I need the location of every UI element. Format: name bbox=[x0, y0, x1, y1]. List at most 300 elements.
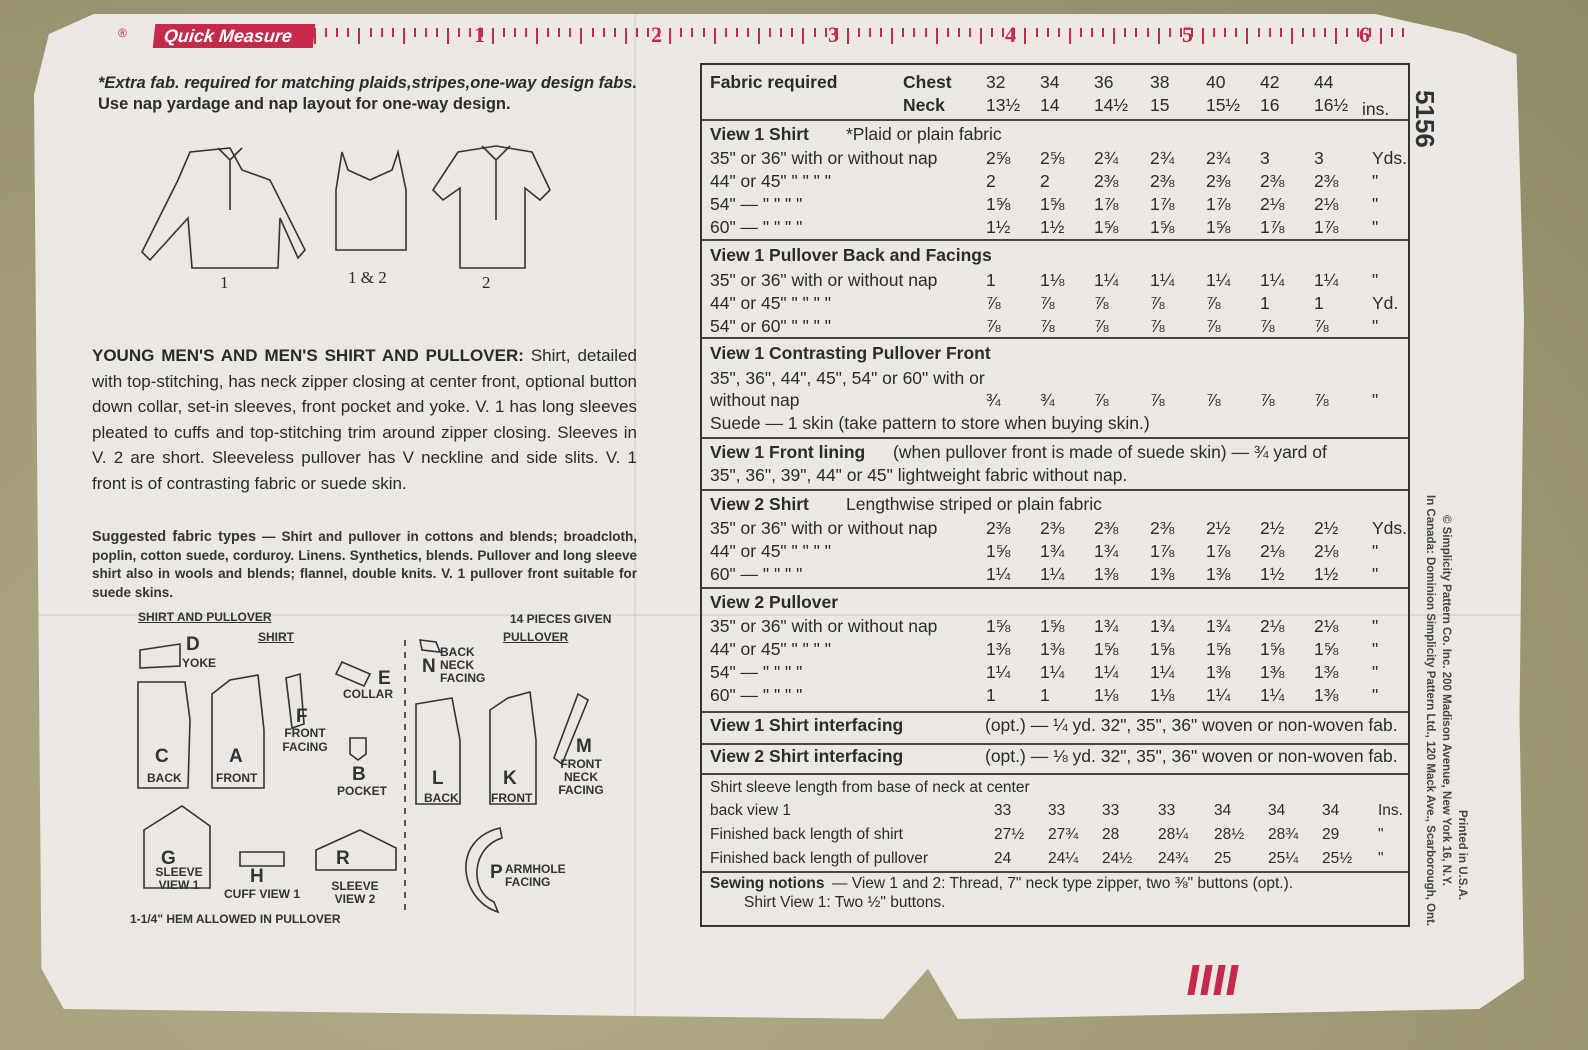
ruler-tick bbox=[580, 28, 582, 44]
piece-name: FRONT bbox=[491, 791, 533, 805]
yardage-value: 1¼ bbox=[986, 662, 1011, 682]
yardage-value: 1⅝ bbox=[1150, 639, 1175, 659]
length-value: 28¾ bbox=[1268, 826, 1299, 843]
row-unit: " bbox=[1372, 541, 1379, 561]
ruler-tick bbox=[492, 28, 494, 44]
ruler-tick bbox=[1269, 28, 1271, 37]
yardage-value: 1⅝ bbox=[1040, 616, 1065, 636]
yardage-value: ⅞ bbox=[1040, 316, 1055, 336]
row-unit: " bbox=[1372, 316, 1379, 336]
view-label: 1 & 2 bbox=[348, 268, 387, 287]
ruler-number: 4 bbox=[1005, 22, 1016, 47]
piece-name: BACK bbox=[424, 791, 459, 805]
row-unit: " bbox=[1372, 616, 1379, 636]
yardage-value: 1 bbox=[1260, 293, 1270, 313]
length-value: 24½ bbox=[1102, 850, 1133, 867]
ruler-label: Quick Measure bbox=[153, 24, 316, 48]
yardage-value: 1 bbox=[1040, 685, 1050, 705]
piece-letter: D bbox=[186, 634, 200, 655]
pullover-sketch bbox=[336, 152, 406, 250]
piece-letter: B bbox=[352, 764, 366, 785]
pieces-heading-shirt: SHIRT bbox=[258, 630, 294, 644]
ruler-tick bbox=[947, 28, 949, 37]
front-lining-line1: (when pullover front is made of suede skin) — ¾ yard of bbox=[893, 442, 1327, 462]
ruler-tick bbox=[625, 28, 627, 44]
note-line-1: *Extra fab. required for matching plaids,stripes,one-way design fabs. bbox=[98, 74, 638, 92]
ruler-tick bbox=[1402, 28, 1404, 37]
length-value: 28 bbox=[1102, 826, 1120, 843]
yardage-value: 1⅞ bbox=[1206, 541, 1231, 561]
ruler-tick bbox=[747, 28, 749, 37]
yardage-value: 2⅜ bbox=[1206, 171, 1231, 191]
ruler-tick bbox=[536, 28, 538, 44]
suede-note: Suede — 1 skin (take pattern to store when buying skin.) bbox=[710, 413, 1150, 433]
hem-note: 1-1/4" HEM ALLOWED IN PULLOVER bbox=[130, 912, 341, 926]
piece-name: FRONT NECK FACING bbox=[558, 757, 604, 797]
ruler-tick bbox=[614, 28, 616, 37]
yardage-value: 1¼ bbox=[1206, 270, 1231, 290]
pattern-description bbox=[92, 343, 637, 496]
yardage-value: 2⅜ bbox=[1260, 171, 1285, 191]
neck-size: 13½ bbox=[986, 95, 1021, 115]
yardage-value: 1½ bbox=[986, 217, 1011, 237]
piece-name: BACK NECK FACING bbox=[440, 645, 486, 685]
ruler-tick bbox=[1346, 28, 1348, 37]
length-value: 25½ bbox=[1322, 850, 1353, 867]
piece-letter: F bbox=[296, 706, 308, 727]
yardage-value: 1¼ bbox=[1150, 270, 1175, 290]
yardage-value: ⅞ bbox=[1260, 390, 1275, 410]
ruler-tick bbox=[691, 28, 693, 37]
length-label: Finished back length of shirt bbox=[710, 826, 903, 843]
yardage-value: 2¾ bbox=[1206, 148, 1231, 168]
yardage-value: 1⅞ bbox=[1314, 217, 1339, 237]
ruler-tick bbox=[1135, 28, 1137, 37]
row-label: 54" — " " " " bbox=[710, 662, 803, 682]
ruler-tick bbox=[425, 28, 427, 37]
yardage-value: 1 bbox=[1314, 293, 1324, 313]
ruler-tick bbox=[769, 28, 771, 37]
ruler-tick bbox=[869, 28, 871, 37]
copyright-line1: © Simplicity Pattern Co. Inc. 200 Madison Avenue, New York 16, N.Y. bbox=[1440, 515, 1452, 886]
length-unit: " bbox=[1378, 850, 1384, 867]
ruler-tick bbox=[858, 28, 860, 37]
front-lining-line2: 35", 36", 39", 44" or 45" lightweight fabric without nap. bbox=[710, 465, 1128, 485]
yardage-value: ⅞ bbox=[1094, 390, 1109, 410]
yardage-value: 1⅝ bbox=[1260, 639, 1285, 659]
description-title: YOUNG MEN'S AND MEN'S SHIRT AND PULLOVER: bbox=[92, 346, 524, 365]
neck-unit: ins. bbox=[1362, 99, 1390, 119]
row-unit: " bbox=[1372, 217, 1379, 237]
length-value: 24 bbox=[994, 850, 1012, 867]
yardage-value: 1¼ bbox=[1040, 662, 1065, 682]
section-title: View 1 Pullover Back and Facings bbox=[710, 245, 992, 265]
yardage-value: 1 bbox=[986, 685, 996, 705]
yardage-value: 2 bbox=[986, 171, 996, 191]
yoke-piece bbox=[140, 644, 180, 668]
yardage-value: 2⅛ bbox=[1260, 541, 1285, 561]
yardage-value: 1¼ bbox=[986, 564, 1011, 584]
length-value: 24¼ bbox=[1048, 850, 1079, 867]
length-value: 33 bbox=[1048, 802, 1066, 819]
row-label: 60" — " " " " bbox=[710, 217, 803, 237]
piece-letter: A bbox=[229, 746, 243, 767]
yardage-value: ⅞ bbox=[1314, 390, 1329, 410]
yardage-value: 1¼ bbox=[1040, 564, 1065, 584]
yardage-value: ⅞ bbox=[1206, 316, 1221, 336]
row-unit: " bbox=[1372, 270, 1379, 290]
row-label: 35" or 36" with or without nap bbox=[710, 616, 938, 636]
section-title: View 1 Contrasting Pullover Front bbox=[710, 343, 991, 363]
length-value: 27½ bbox=[994, 826, 1025, 843]
chest-size: 32 bbox=[986, 72, 1006, 92]
yardage-value: ⅞ bbox=[1206, 390, 1221, 410]
ruler-tick bbox=[603, 28, 605, 37]
ruler-tick bbox=[314, 28, 316, 44]
ruler-tick bbox=[1024, 28, 1026, 44]
piece-name: FRONT FACING bbox=[282, 726, 328, 754]
yardage-value: ¾ bbox=[986, 390, 1001, 410]
ruler-tick bbox=[802, 28, 804, 44]
neck-size: 16 bbox=[1260, 95, 1280, 115]
ruler-tick bbox=[1324, 28, 1326, 37]
ruler-tick bbox=[1002, 28, 1004, 37]
piece-letter: C bbox=[155, 746, 169, 767]
length-value: 34 bbox=[1322, 802, 1340, 819]
registered-mark: ® bbox=[118, 26, 127, 40]
yardage-value: 2 bbox=[1040, 171, 1050, 191]
yardage-value: 2½ bbox=[1260, 518, 1285, 538]
contrasting-front-line1: 35", 36", 44", 45", 54" or 60" with or bbox=[710, 368, 985, 388]
length-label: Finished back length of pullover bbox=[710, 850, 928, 867]
ruler-tick bbox=[1335, 28, 1337, 44]
ruler-tick bbox=[381, 28, 383, 37]
ruler-tick bbox=[814, 28, 816, 37]
fabric-types-title: Suggested fabric types bbox=[92, 529, 257, 545]
length-value: 33 bbox=[1158, 802, 1176, 819]
yardage-value: 1⅜ bbox=[1314, 662, 1339, 682]
row-label: 35" or 36" with or without nap bbox=[710, 518, 938, 538]
row-unit: Yds. bbox=[1372, 518, 1408, 538]
row-label: 44" or 45" " " " " bbox=[710, 541, 831, 561]
neck-size: 16½ bbox=[1314, 95, 1349, 115]
yardage-value: 2⅛ bbox=[1314, 616, 1339, 636]
yardage-value: 2⅛ bbox=[1314, 194, 1339, 214]
chest-size: 36 bbox=[1094, 72, 1114, 92]
yardage-value: ⅞ bbox=[1150, 293, 1165, 313]
row-unit: " bbox=[1372, 171, 1379, 191]
ruler-tick bbox=[647, 28, 649, 37]
row-unit: " bbox=[1372, 194, 1379, 214]
section-title: View 1 Shirt bbox=[710, 124, 809, 144]
yardage-value: 1 bbox=[986, 270, 996, 290]
ruler-tick bbox=[669, 28, 671, 44]
ruler-number: 2 bbox=[651, 22, 662, 47]
yardage-value: 1⅜ bbox=[1094, 564, 1119, 584]
interfacing-title-v1: View 1 Shirt interfacing bbox=[710, 715, 904, 735]
ruler-tick bbox=[1102, 28, 1104, 37]
view-label: 2 bbox=[482, 273, 491, 292]
ruler-tick bbox=[880, 28, 882, 37]
yardage-value: ⅞ bbox=[1150, 390, 1165, 410]
yardage-value: ⅞ bbox=[1094, 316, 1109, 336]
yardage-value: 2⅜ bbox=[1094, 518, 1119, 538]
ruler-tick bbox=[991, 28, 993, 37]
yardage-value: 2¾ bbox=[1150, 148, 1175, 168]
front-lining-title: View 1 Front lining bbox=[710, 442, 866, 462]
yardage-value: 1¼ bbox=[1094, 270, 1119, 290]
yardage-value: 1⅝ bbox=[1150, 217, 1175, 237]
piece-name: FRONT bbox=[216, 771, 258, 785]
piece-letter: R bbox=[336, 848, 350, 869]
ruler-tick bbox=[370, 28, 372, 37]
pattern-number: 5156 bbox=[1410, 90, 1440, 148]
yardage-value: 1⅝ bbox=[1206, 639, 1231, 659]
yardage-value: 2⅛ bbox=[1314, 541, 1339, 561]
length-unit: Ins. bbox=[1378, 802, 1403, 819]
pocket-piece bbox=[350, 738, 366, 760]
ruler-tick bbox=[592, 28, 594, 37]
piece-name: ARMHOLE FACING bbox=[505, 862, 566, 889]
fabric-types bbox=[92, 528, 637, 602]
piece-letter: N bbox=[422, 656, 436, 677]
yardage-value: 1¾ bbox=[1150, 616, 1175, 636]
yardage-value: 3 bbox=[1260, 148, 1270, 168]
piece-name: BACK bbox=[147, 771, 182, 785]
yardage-value: 1⅝ bbox=[986, 541, 1011, 561]
ruler-tick bbox=[958, 28, 960, 37]
ruler-tick bbox=[1058, 28, 1060, 37]
yardage-value: 1⅜ bbox=[1150, 564, 1175, 584]
yardage-value: 2⅜ bbox=[1094, 171, 1119, 191]
yardage-value: 1⅜ bbox=[1314, 685, 1339, 705]
yardage-value: 2½ bbox=[1314, 518, 1339, 538]
yardage-value: ⅞ bbox=[986, 293, 1001, 313]
row-unit: " bbox=[1372, 662, 1379, 682]
shirt-long-sleeve-sketch bbox=[142, 148, 305, 268]
yardage-value: 1⅜ bbox=[1206, 662, 1231, 682]
ruler-number: 3 bbox=[828, 22, 839, 47]
yardage-value: 1⅞ bbox=[1094, 194, 1119, 214]
ruler-tick bbox=[1291, 28, 1293, 44]
pieces-heading-given: 14 PIECES GIVEN bbox=[510, 612, 612, 626]
piece-letter: M bbox=[576, 736, 592, 757]
yardage-value: 1⅝ bbox=[1094, 639, 1119, 659]
section-subtitle: *Plaid or plain fabric bbox=[846, 124, 1002, 144]
ruler-tick bbox=[1224, 28, 1226, 37]
row-unit: " bbox=[1372, 685, 1379, 705]
ruler-tick bbox=[1202, 28, 1204, 44]
ruler-tick bbox=[525, 28, 527, 37]
ruler-tick bbox=[913, 28, 915, 37]
interfacing-title-v2: View 2 Shirt interfacing bbox=[710, 746, 904, 766]
length-unit: " bbox=[1378, 826, 1384, 843]
length-value: 27¾ bbox=[1048, 826, 1079, 843]
piece-name: SLEEVE VIEW 2 bbox=[331, 879, 379, 906]
piece-name: SLEEVE VIEW 1 bbox=[155, 865, 203, 892]
ruler-tick bbox=[1147, 28, 1149, 37]
shirt-short-sleeve-sketch bbox=[433, 146, 550, 268]
neck-size: 14 bbox=[1040, 95, 1060, 115]
yardage-value: 1¼ bbox=[1260, 270, 1285, 290]
ruler-tick bbox=[891, 28, 893, 44]
ruler-tick bbox=[980, 28, 982, 44]
yardage-value: 1⅜ bbox=[1206, 564, 1231, 584]
ruler-number: 6 bbox=[1359, 22, 1370, 47]
piece-name: YOKE bbox=[182, 656, 217, 670]
piece-letter: L bbox=[432, 768, 444, 789]
red-tally-marks bbox=[1190, 965, 1242, 1000]
notions-line1: — View 1 and 2: Thread, 7" neck type zipper, two ⅜" buttons (opt.). bbox=[832, 875, 1294, 892]
piece-letter: H bbox=[250, 866, 264, 887]
ruler-tick bbox=[1047, 28, 1049, 37]
ruler-tick bbox=[1280, 28, 1282, 37]
row-label: 60" — " " " " bbox=[710, 685, 803, 705]
row-unit: " bbox=[1372, 564, 1379, 584]
ruler-tick bbox=[825, 28, 827, 37]
ruler-tick bbox=[414, 28, 416, 37]
yardage-value: 1⅜ bbox=[1260, 662, 1285, 682]
yardage-value: 1¾ bbox=[1094, 616, 1119, 636]
ruler-tick bbox=[758, 28, 760, 44]
yardage-value: 1⅞ bbox=[1150, 194, 1175, 214]
ruler-tick bbox=[936, 28, 938, 44]
ruler-tick bbox=[403, 28, 405, 44]
ruler-tick bbox=[1380, 28, 1382, 44]
yardage-value: 2⅝ bbox=[986, 148, 1011, 168]
sleeve-length-line1: Shirt sleeve length from base of neck at center bbox=[710, 779, 1030, 796]
piece-letter: P bbox=[490, 862, 503, 883]
yardage-value: 1½ bbox=[1260, 564, 1285, 584]
yardage-value: 1⅝ bbox=[986, 194, 1011, 214]
interfacing-text-v1: (opt.) — ¼ yd. 32", 35", 36" woven or non-woven fab. bbox=[985, 715, 1398, 735]
ruler-tick bbox=[558, 28, 560, 37]
back-neck-facing-piece bbox=[420, 640, 440, 652]
yardage-value: 1¾ bbox=[1094, 541, 1119, 561]
yardage-value: 2⅝ bbox=[1040, 148, 1065, 168]
chest-size: 44 bbox=[1314, 72, 1334, 92]
neck-label: Neck bbox=[903, 95, 945, 115]
fabric-types-body: — Shirt and pullover in cottons and blends; broadcloth, poplin, cotton suede, corduroy. Linens. Synthetics, blends. Pullover and long sleeve shirt also in wools and blends; flannel, double knits. V. 1 pullover front suitable for suede skins. bbox=[92, 529, 637, 600]
yardage-value: 2⅜ bbox=[1314, 171, 1339, 191]
ruler-tick bbox=[1246, 28, 1248, 44]
ruler-tick bbox=[547, 28, 549, 37]
ruler-tick bbox=[1302, 28, 1304, 37]
piece-letter: G bbox=[161, 848, 176, 869]
printed-in: Printed in U.S.A. bbox=[1456, 810, 1468, 901]
chest-size: 34 bbox=[1040, 72, 1060, 92]
yardage-value: 1⅛ bbox=[1094, 685, 1119, 705]
length-value: 28½ bbox=[1214, 826, 1245, 843]
yardage-value: 1¼ bbox=[1206, 685, 1231, 705]
yardage-value: ⅞ bbox=[1040, 293, 1055, 313]
piece-letter: K bbox=[503, 768, 517, 789]
ruler-tick bbox=[1213, 28, 1215, 37]
piece-name: CUFF VIEW 1 bbox=[224, 887, 301, 901]
yardage-value: 1⅞ bbox=[1260, 217, 1285, 237]
row-unit: Yd. bbox=[1372, 293, 1399, 313]
garment-views-illustration bbox=[130, 140, 560, 290]
ruler-tick bbox=[1313, 28, 1315, 37]
yardage-value: ⅞ bbox=[1094, 293, 1109, 313]
ruler-tick bbox=[503, 28, 505, 37]
ruler-tick bbox=[347, 28, 349, 37]
copyright-line2: In Canada: Dominion Simplicity Pattern Ltd., 120 Mack Ave., Scarborough, Ont. bbox=[1424, 495, 1436, 927]
ruler-tick bbox=[925, 28, 927, 37]
section-title: View 2 Pullover bbox=[710, 592, 839, 612]
table-header-label: Fabric required bbox=[710, 72, 838, 92]
ruler-tick bbox=[703, 28, 705, 37]
ruler-number: 1 bbox=[474, 22, 485, 47]
yardage-value: ⅞ bbox=[1314, 316, 1329, 336]
ruler-tick bbox=[725, 28, 727, 37]
ruler-tick bbox=[1124, 28, 1126, 37]
length-value: 25 bbox=[1214, 850, 1232, 867]
yardage-value: 1⅝ bbox=[1314, 639, 1339, 659]
ruler-tick bbox=[1391, 28, 1393, 37]
interfacing-text-v2: (opt.) — ⅛ yd. 32", 35", 36" woven or non-woven fab. bbox=[985, 746, 1398, 766]
ruler-tick bbox=[358, 28, 360, 44]
view-label: 1 bbox=[220, 273, 229, 292]
yardage-value: 2⅜ bbox=[1150, 518, 1175, 538]
yardage-value: 1⅛ bbox=[1040, 270, 1065, 290]
length-value: 34 bbox=[1214, 802, 1232, 819]
yardage-value: 2⅜ bbox=[1150, 171, 1175, 191]
row-label: without nap bbox=[710, 390, 800, 410]
length-value: 33 bbox=[1102, 802, 1120, 819]
yardage-value: 2⅛ bbox=[1260, 616, 1285, 636]
sleeve-view2-piece bbox=[316, 830, 396, 870]
yardage-value: ¾ bbox=[1040, 390, 1055, 410]
ruler-tick bbox=[514, 28, 516, 37]
ruler-tick bbox=[447, 28, 449, 44]
ruler-tick bbox=[969, 28, 971, 37]
ruler-tick bbox=[325, 28, 327, 37]
row-label: 44" or 45" " " " " bbox=[710, 639, 831, 659]
row-unit: " bbox=[1372, 390, 1379, 410]
notions-line2: Shirt View 1: Two ½" buttons. bbox=[744, 894, 946, 911]
neck-size: 15 bbox=[1150, 95, 1170, 115]
chest-size: 42 bbox=[1260, 72, 1280, 92]
yardage-value: 1⅝ bbox=[1206, 217, 1231, 237]
yardage-value: ⅞ bbox=[1150, 316, 1165, 336]
length-value: 34 bbox=[1268, 802, 1286, 819]
ruler-tick bbox=[791, 28, 793, 37]
neck-size: 14½ bbox=[1094, 95, 1129, 115]
ruler-tick bbox=[1235, 28, 1237, 37]
row-label: 35" or 36" with or without nap bbox=[710, 270, 938, 290]
length-value: 33 bbox=[994, 802, 1012, 819]
yardage-value: 1½ bbox=[1040, 217, 1065, 237]
yardage-value: 1⅝ bbox=[1040, 194, 1065, 214]
ruler-tick bbox=[392, 28, 394, 37]
yardage-value: ⅞ bbox=[1206, 293, 1221, 313]
yardage-value: ⅞ bbox=[986, 316, 1001, 336]
neck-size: 15½ bbox=[1206, 95, 1241, 115]
yardage-value: 3 bbox=[1314, 148, 1324, 168]
ruler-number: 5 bbox=[1182, 22, 1193, 47]
length-label: back view 1 bbox=[710, 802, 791, 819]
piece-name: POCKET bbox=[337, 784, 388, 798]
yardage-value: 1⅜ bbox=[1040, 639, 1065, 659]
ruler-tick bbox=[436, 28, 438, 37]
yardage-value: 1⅛ bbox=[1150, 685, 1175, 705]
chest-size: 40 bbox=[1206, 72, 1226, 92]
quick-measure-ruler bbox=[84, 20, 1414, 50]
yardage-value: 1⅜ bbox=[986, 639, 1011, 659]
row-label: 44" or 45" " " " " bbox=[710, 293, 831, 313]
yardage-value: 2⅜ bbox=[1040, 518, 1065, 538]
